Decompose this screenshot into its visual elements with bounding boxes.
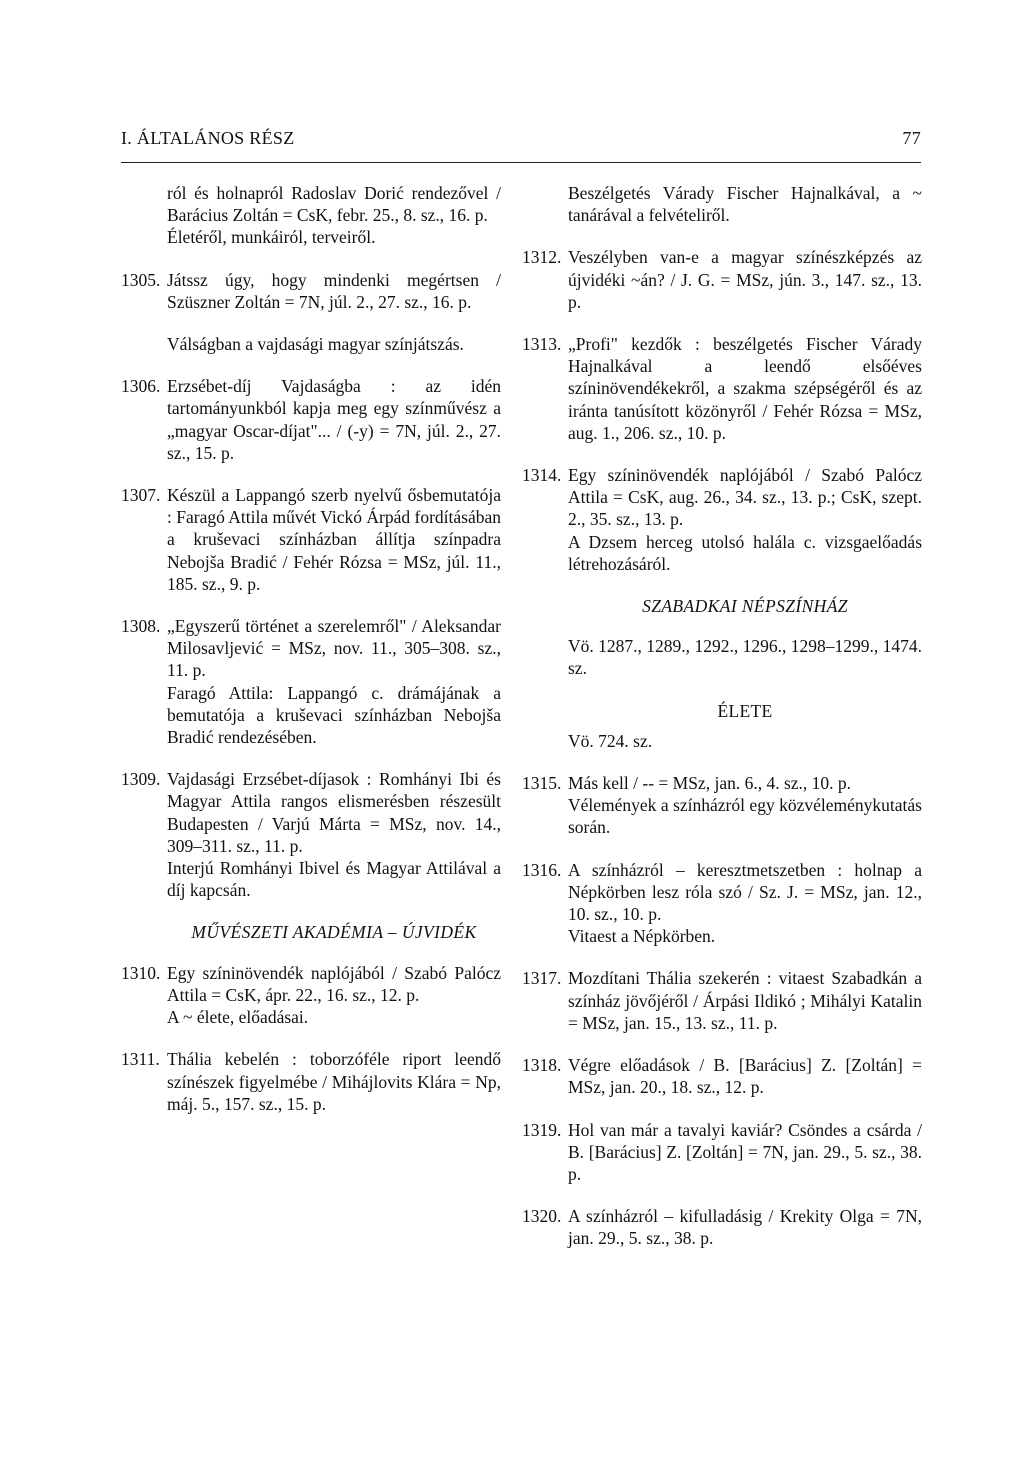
entry-list — [121, 269, 501, 313]
bibliography-entry — [522, 1205, 922, 1249]
entry-list — [121, 375, 501, 901]
entry-text: Készül a Lappangó szerb nyelvű ősbemutatója : Faragó Attila művét Vickó Árpád fordításában a kruševaci színházban állítja színpadra Nebojša Bradić / Fehér Rózsa = MSz, júl. 11., 185. sz., 9. p. — [167, 485, 501, 594]
bibliography-entry — [121, 768, 501, 901]
entry-text: Játssz úgy, hogy mindenki megértsen / Szüszner Zoltán = 7N, júl. 2., 27. sz., 16. p. — [167, 269, 501, 312]
entry-number: 1317. — [522, 968, 562, 989]
left-column — [121, 182, 501, 1135]
entry-number: 1308. — [121, 616, 161, 637]
bibliography-entry — [522, 246, 922, 313]
entry-text: Hol van már a tavalyi kaviár? Csöndes a csárda / B. [Barácius] Z. [Zoltán] = 7N, jan. 29., 5. sz., 38. p. — [568, 1119, 922, 1184]
bibliography-entry — [522, 772, 922, 839]
entry-number: 1315. — [522, 773, 562, 794]
entry-list — [522, 246, 922, 575]
entry-text: Thália kebelén : toborzóféle riport leendő színészek figyelmébe / Mihájlovits Klára = Np, máj. 5., 157. sz., 15. p. — [167, 1049, 501, 1114]
entry-number: 1305. — [121, 269, 161, 290]
bibliography-entry — [121, 615, 501, 748]
page-number: 77 — [902, 128, 921, 148]
section-heading: MŰVÉSZETI AKADÉMIA – ÚJVIDÉK — [191, 922, 477, 943]
entry-text: Más kell / -- = MSz, jan. 6., 4. sz., 10. p. — [568, 773, 852, 794]
continued-entry: Beszélgetés Várady Fischer Hajnalkával, a ~ tanárával a felvételiről. — [568, 183, 922, 226]
bibliography-entry — [522, 464, 922, 575]
header-rule — [121, 162, 921, 163]
entry-text: Vajdasági Erzsébet-díjasok : Romhányi Ibi és Magyar Attila rangos elismerésben részesült Budapesten / Varjú Márta = MSz, nov. 14., 309–311. sz., 11. p. — [167, 769, 501, 856]
bibliography-entry — [121, 484, 501, 595]
entry-number: 1316. — [522, 859, 562, 880]
entry-note: Faragó Attila: Lappangó c. drámájának a bemutatója a kruševaci színházban Nebojša Bradić rendezésében. — [167, 682, 501, 748]
continued-entry — [121, 182, 501, 249]
bibliography-entry — [121, 269, 501, 313]
entry-text: A színházról – keresztmetszetben : holnap a Népkörben lesz róla szó / Sz. J. = MSz, jan. 12., 10. sz., 10. p. — [568, 859, 922, 925]
section-heading: SZABADKAI NÉPSZÍNHÁZ — [642, 596, 848, 617]
entry-number: 1318. — [522, 1055, 562, 1076]
entry-text: Veszélyben van-e a magyar színészképzés az újvidéki ~án? / J. G. = MSz, jún. 3., 147. sz., 13. p. — [568, 247, 922, 312]
entry-number: 1319. — [522, 1119, 562, 1140]
entry-number: 1310. — [121, 962, 161, 983]
entry-text: Egy színinövendék naplójából / Szabó Palócz Attila = CsK, aug. 26., 34. sz., 13. p.; CsK, szept. 2., 35. sz., 13. p. — [568, 465, 922, 530]
bibliography-entry — [522, 1119, 922, 1186]
section-title: I. ÁLTALÁNOS RÉSZ — [121, 128, 295, 148]
entry-number: 1311. — [121, 1049, 160, 1070]
entry-number: 1312. — [522, 247, 562, 268]
entry-note: Vélemények a színházról egy közvéleménykutatás során. — [568, 795, 922, 838]
entry-text: A színházról – kifulladásig / Krekity Olga = 7N, jan. 29., 5. sz., 38. p. — [568, 1206, 922, 1249]
bibliography-entry — [522, 967, 922, 1034]
entry-text: Egy színinövendék naplójából / Szabó Palócz Attila = CsK, ápr. 22., 16. sz., 12. p. — [167, 962, 501, 1005]
entry-note: Vitaest a Népkörben. — [568, 926, 716, 947]
entry-number: 1307. — [121, 485, 161, 506]
entry-number: 1314. — [522, 465, 562, 486]
right-column — [522, 182, 922, 1270]
entry-note: Életéről, munkáiról, terveiről. — [167, 227, 376, 248]
entry-text: ról és holnapról Radoslav Dorić rendezővel / Barácius Zoltán = CsK, febr. 25., 8. sz., 16. p. — [167, 183, 501, 226]
entry-number: 1309. — [121, 769, 161, 790]
entry-list — [522, 772, 922, 1249]
subsection-heading: ÉLETE — [717, 700, 773, 721]
entry-list — [121, 962, 501, 1115]
running-header — [121, 128, 921, 149]
bibliography-entry — [522, 859, 922, 948]
entry-note: A ~ élete, előadásai. — [167, 1007, 309, 1028]
entry-text: „Egyszerű történet a szerelemről" / Aleksandar Milosavljević = MSz, nov. 11., 305–308. sz., 11. p. — [167, 616, 501, 681]
cross-reference: Vö. 724. sz. — [568, 730, 653, 751]
entry-number: 1320. — [522, 1206, 562, 1227]
cross-reference: Vö. 1287., 1289., 1292., 1296., 1298–1299., 1474. sz. — [568, 636, 922, 679]
entry-text: Mozdítani Thália szekerén : vitaest Szabadkán a színház jövőjéről / Árpási Ildikó ; Mihályi Katalin = MSz, jan. 15., 13. sz., 11. p. — [568, 968, 922, 1033]
entry-number: 1306. — [121, 376, 161, 397]
bibliography-entry — [121, 962, 501, 1029]
bibliography-entry — [121, 1048, 501, 1115]
entry-note: Interjú Romhányi Ibivel és Magyar Attilával a díj kapcsán. — [167, 858, 501, 901]
bibliography-entry — [121, 375, 501, 464]
bibliography-entry — [522, 333, 922, 444]
entry-text: „Profi" kezdők : beszélgetés Fischer Várady Hajnalkával a leendő elsőéves színinövendékekről, a szakma szépségéről és az iránta tanúsított közönyről / Fehér Rózsa = MSz, aug. 1., 206. sz., 10. p. — [568, 334, 922, 443]
section-note: Válságban a vajdasági magyar színjátszás. — [167, 334, 464, 355]
entry-number: 1313. — [522, 334, 562, 355]
bibliography-entry — [522, 1054, 922, 1098]
entry-note: A Dzsem herceg utolsó halála c. vizsgaelőadás létrehozásáról. — [568, 531, 922, 574]
entry-text: Erzsébet-díj Vajdaságba : az idén tartományunkból kapja meg egy színművész a „magyar Oscar-díjat"... / (-y) = 7N, júl. 2., 27. sz., 15. p. — [167, 376, 501, 463]
entry-text: Végre előadások / B. [Barácius] Z. [Zoltán] = MSz, jan. 20., 18. sz., 12. p. — [568, 1055, 922, 1098]
